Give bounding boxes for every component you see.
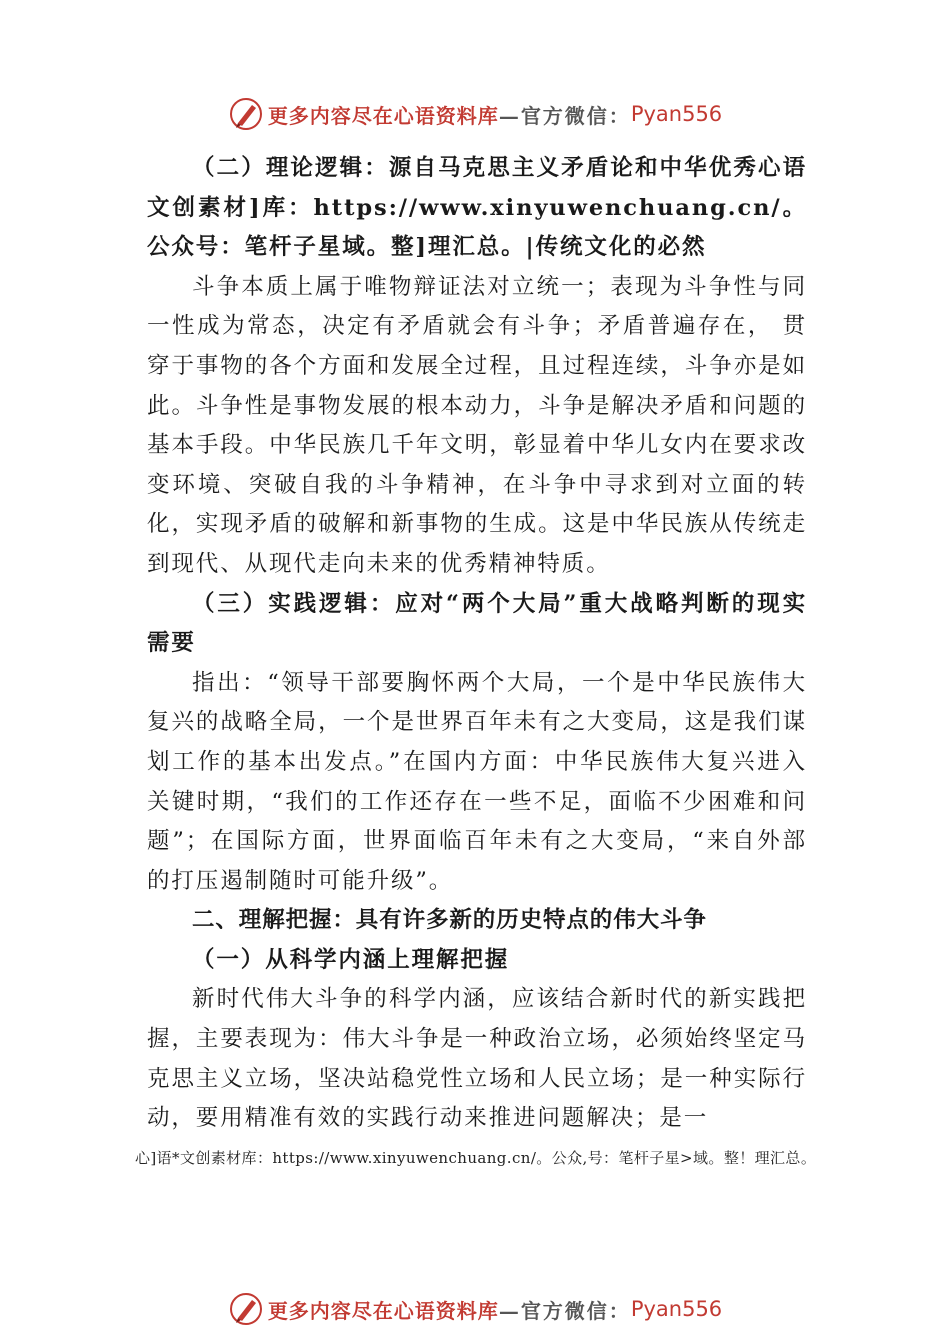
pen-logo-icon [228,1291,264,1327]
subsection-heading: （三）实践逻辑：应对“两个大局”重大战略判断的现实需要 [147,590,807,657]
banner-dash-text: —官方微信： [498,103,631,128]
banner-brand-text: 更多内容尽在心语资料库 [267,1298,499,1323]
banner-dash-text: —官方微信： [498,1298,631,1323]
banner-wechat-id: Pyan556 [630,1297,723,1321]
footnote-text: 心]语*文创素材库：https://www.xinyuwenchuang.cn/。公众,号：笔杆子星>域。整！理汇总。 [135,1149,817,1167]
body-paragraph: 斗争本质上属于唯物辩证法对立统一；表现为斗争性与同一性成为常态，决定有矛盾就会有斗争；矛盾普遍存在， 贯穿于事物的各个方面和发展全过程，且过程连续，斗争亦是如此。斗争性是事物发展的根本动力，斗争是解决矛盾和问题的基本手段。中华民族几千年文明，彰显着中华儿女内在要求改变环境、突破自我的斗争精神，在斗争中寻求到对立面的转化，实现矛盾的破解和新事物的生成。这是中华民族从传统走到现代、从现代走向未来的优秀精神特质。 [147,273,807,577]
body-paragraph: 指出：“领导干部要胸怀两个大局，一个是中华民族伟大复兴的战略全局，一个是世界百年未有之大变局，这是我们谋划工作的基本出发点。”在国内方面：中华民族伟大复兴进入关键时期，“我们的工作还存在一些不足，面临不少困难和问题”；在国际方面，世界面临百年未有之大变局，“来自外部的打压遏制随时可能升级”。 [147,669,807,894]
subsection-heading: （一）从科学内涵上理解把握 [192,946,510,973]
document-body [147,149,807,1139]
body-paragraph: 新时代伟大斗争的科学内涵，应该结合新时代的新实践把握，主要表现为：伟大斗争是一种政治立场，必须始终坚定马克思主义立场，坚决站稳党性立场和人民立场；是一种实际行动，要用精准有效的实践行动来推进问题解决；是一 [147,986,807,1132]
footer-banner [0,1287,950,1331]
subsection-heading: （二）理论逻辑：源自马克思主义矛盾论和中华优秀心语文创素材]库：https://www.xinyuwenchuang.cn/。公众号：笔杆子星域。整]理汇总。|传统文化的必然 [147,155,807,261]
pen-logo-icon [228,96,264,132]
section-heading: 二、理解把握：具有许多新的历史特点的伟大斗争 [192,907,707,934]
banner-brand-text: 更多内容尽在心语资料库 [267,103,499,128]
banner-wechat-id: Pyan556 [630,102,723,126]
header-banner [0,92,950,136]
